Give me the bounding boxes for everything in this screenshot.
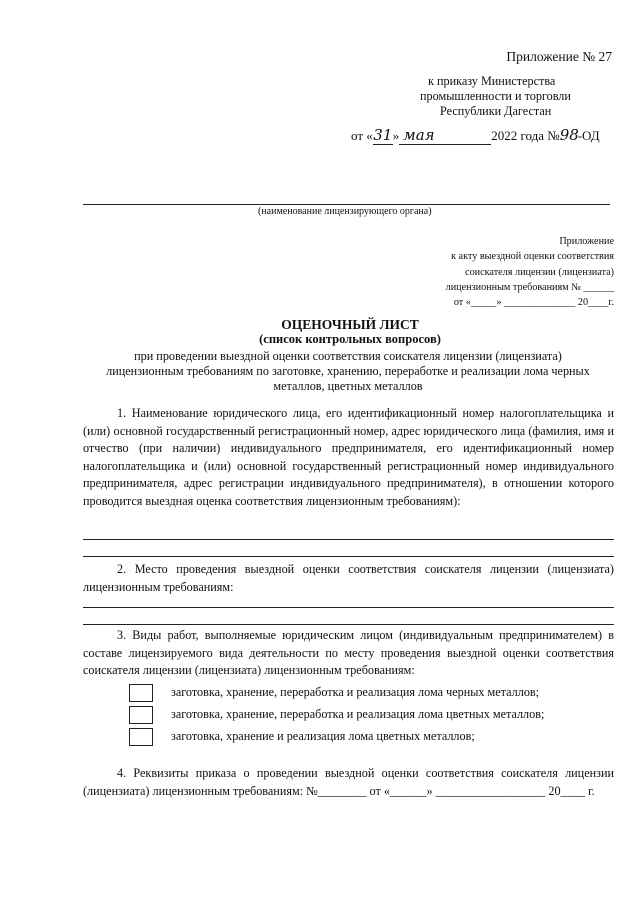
section-3 (83, 627, 614, 680)
act-ref-line4: лицензионным требованиям № ______ (445, 281, 614, 293)
section-2-text: 2. Место проведения выездной оценки соответствия соискателя лицензии (лицензиата) лицензионным требованиям: (83, 562, 614, 594)
org-name-line (83, 204, 610, 205)
appendix-label: Приложение № 27 (506, 49, 612, 64)
order-ref-line3: Республики Дагестан (440, 104, 552, 118)
section-4 (83, 765, 614, 800)
section-3-text: 3. Виды работ, выполняемые юридическим лицом (индивидуальным предпринимателем) в составе лицензируемого вида деятельности по месту проведения выездной оценки соответствия соискателя лицензии (лицензиата) лицензионным требованиям: (83, 628, 614, 678)
document-desc-line3: металлов, цветных металлов (273, 379, 423, 393)
section-1-fill-line-1[interactable] (83, 539, 614, 540)
order-ref-line2: промышленности и торговли (420, 89, 571, 103)
section-1 (83, 405, 614, 511)
checkbox-ferrous-metals[interactable] (129, 684, 153, 702)
checkbox-nonferrous-storage[interactable] (129, 728, 153, 746)
checkbox-nonferrous-processing[interactable] (129, 706, 153, 724)
org-name-caption: (наименование лицензирующего органа) (258, 206, 432, 217)
order-day-handwritten: 31 (373, 126, 393, 144)
document-desc-line2: лицензионным требованиям по заготовке, хранению, переработке и реализации лома черных (106, 364, 590, 378)
section-4-text: 4. Реквизиты приказа о проведении выездной оценки соответствия соискателя лицензии (лицензиата) лицензионным требованиям: №________ от «______» __________________ 20____ г. (83, 766, 614, 798)
order-number-handwritten: 98 (559, 126, 579, 144)
section-2 (83, 561, 614, 596)
act-reference (446, 234, 614, 310)
order-year: 2022 года № (491, 128, 560, 143)
order-date-mid: » (392, 128, 400, 143)
order-month-handwritten: мая (399, 126, 491, 145)
act-ref-line5: от «_____» ______________ 20____г. (453, 297, 614, 309)
section-2-fill-line-2[interactable] (83, 624, 614, 625)
option-ferrous-metals: заготовка, хранение, переработка и реализация лома черных металлов; (171, 685, 540, 699)
order-number-suffix: -ОД (577, 128, 600, 143)
order-ref-line1: к приказу Министерства (428, 74, 556, 88)
act-ref-line1: Приложение (559, 236, 614, 247)
act-ref-line3: соискателя лицензии (лицензиата) (465, 266, 614, 278)
option-nonferrous-processing: заготовка, хранение, переработка и реализация лома цветных металлов; (171, 707, 545, 721)
section-1-fill-line-2[interactable] (83, 556, 614, 557)
document-title: ОЦЕНОЧНЫЙ ЛИСТ (281, 317, 419, 332)
section-2-fill-line-1[interactable] (83, 607, 614, 608)
option-nonferrous-storage: заготовка, хранение и реализация лома цветных металлов; (171, 729, 475, 743)
document-subtitle: (список контрольных вопросов) (259, 332, 441, 346)
order-date-prefix: от « (351, 128, 373, 143)
order-date-line (351, 126, 600, 145)
section-1-text: 1. Наименование юридического лица, его идентификационный номер налогоплательщика и (или) основной государственный регистрационный номер, адрес юридического лица (фамилия, имя и отчество (при наличии) индивидуального предпринимателя, его идентификационный номер налогоплательщика и (или) основной государственный регистрационный номер индивидуального предпринимателя, адрес регистрации индивидуального предпринимателя), в отношении которого проводится выездная оценка соответствия лицензионным требованиям): (83, 406, 614, 508)
document-desc-line1: при проведении выездной оценки соответствия соискателя лицензии (лицензиата) (134, 349, 562, 363)
act-ref-line2: к акту выездной оценки соответствия (451, 251, 614, 263)
